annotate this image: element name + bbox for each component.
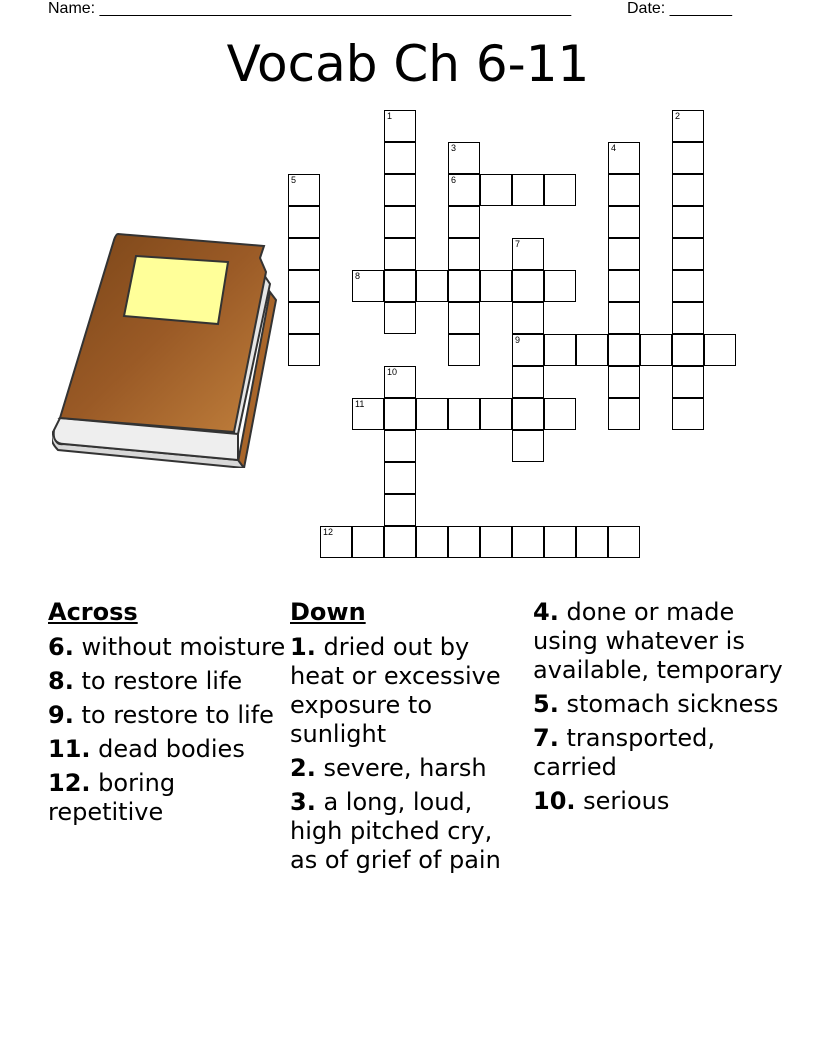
grid-cell[interactable]	[448, 302, 480, 334]
down-heading: Down	[290, 598, 366, 626]
grid-cell[interactable]	[448, 238, 480, 270]
grid-cell[interactable]	[608, 270, 640, 302]
clue-across-6: 6. without moisture	[48, 633, 286, 661]
clue-number: 11	[355, 399, 365, 409]
grid-cell[interactable]	[384, 398, 416, 430]
grid-cell[interactable]	[384, 494, 416, 526]
book-icon	[52, 232, 282, 468]
grid-cell[interactable]	[608, 142, 640, 174]
grid-cell[interactable]	[512, 302, 544, 334]
grid-cell[interactable]	[512, 526, 544, 558]
grid-cell[interactable]	[512, 430, 544, 462]
grid-cell[interactable]	[544, 270, 576, 302]
clue-down-3: 3. a long, loud, high pitched cry, as of grief of pain	[290, 788, 501, 874]
grid-cell[interactable]	[672, 110, 704, 142]
grid-cell[interactable]	[352, 526, 384, 558]
grid-cell[interactable]	[704, 334, 736, 366]
grid-cell[interactable]	[480, 270, 512, 302]
grid-cell[interactable]	[384, 526, 416, 558]
clue-down-4: 4. done or made using whatever is available, temporary	[533, 598, 783, 684]
grid-cell[interactable]	[416, 270, 448, 302]
grid-cell[interactable]	[544, 526, 576, 558]
grid-cell[interactable]	[384, 206, 416, 238]
clue-number: 6	[451, 175, 457, 185]
grid-cell[interactable]	[448, 270, 480, 302]
grid-cell[interactable]	[544, 334, 576, 366]
grid-cell[interactable]	[352, 398, 384, 430]
grid-cell[interactable]	[384, 238, 416, 270]
grid-cell[interactable]	[544, 174, 576, 206]
clue-number: 1	[387, 111, 393, 121]
grid-cell[interactable]	[384, 366, 416, 398]
grid-cell[interactable]	[480, 174, 512, 206]
across-heading: Across	[48, 598, 138, 626]
grid-cell[interactable]	[512, 398, 544, 430]
clue-across-9: 9. to restore to life	[48, 701, 274, 729]
grid-cell[interactable]	[672, 238, 704, 270]
grid-cell[interactable]	[512, 270, 544, 302]
clue-number: 8	[355, 271, 361, 281]
date-field: Date: _______	[627, 0, 732, 17]
grid-cell[interactable]	[576, 526, 608, 558]
clue-number: 3	[451, 143, 457, 153]
grid-cell[interactable]	[384, 142, 416, 174]
grid-cell[interactable]	[512, 334, 544, 366]
grid-cell[interactable]	[448, 206, 480, 238]
grid-cell[interactable]	[544, 398, 576, 430]
grid-cell[interactable]	[512, 366, 544, 398]
grid-cell[interactable]	[672, 334, 704, 366]
grid-cell[interactable]	[288, 174, 320, 206]
grid-cell[interactable]	[672, 398, 704, 430]
clue-number: 9	[515, 335, 521, 345]
page-title: Vocab Ch 6-11	[226, 35, 590, 93]
grid-cell[interactable]	[672, 302, 704, 334]
clue-across-8: 8. to restore life	[48, 667, 243, 695]
grid-cell[interactable]	[672, 270, 704, 302]
grid-cell[interactable]	[416, 398, 448, 430]
clue-number: 7	[515, 239, 521, 249]
clue-down-7: 7. transported, carried	[533, 724, 715, 781]
clue-number: 12	[323, 527, 334, 537]
grid-cell[interactable]	[608, 526, 640, 558]
clue-number: 10	[387, 367, 398, 377]
grid-cell[interactable]	[288, 238, 320, 270]
across-clues	[48, 598, 286, 832]
grid-cell[interactable]	[384, 174, 416, 206]
grid-cell[interactable]	[384, 462, 416, 494]
grid-cell[interactable]	[608, 238, 640, 270]
grid-cell[interactable]	[448, 334, 480, 366]
grid-cell[interactable]	[512, 174, 544, 206]
grid-cell[interactable]	[288, 334, 320, 366]
clue-across-12: 12. boring repetitive	[48, 769, 176, 826]
down-clues-continued	[533, 598, 793, 821]
clue-number: 5	[291, 175, 297, 185]
clue-number: 4	[611, 143, 617, 153]
down-clues	[290, 598, 526, 880]
grid-cell[interactable]	[384, 110, 416, 142]
grid-cell[interactable]	[608, 366, 640, 398]
grid-cell[interactable]	[480, 398, 512, 430]
grid-cell[interactable]	[352, 270, 384, 302]
name-field: Name: _____________________________________________________	[48, 0, 572, 17]
clue-number: 2	[675, 111, 681, 121]
grid-cell[interactable]	[448, 398, 480, 430]
grid-cell[interactable]	[384, 302, 416, 334]
grid-cell[interactable]	[288, 206, 320, 238]
grid-cell[interactable]	[608, 334, 640, 366]
grid-cell[interactable]	[576, 334, 608, 366]
grid-cell[interactable]	[288, 302, 320, 334]
grid-cell[interactable]	[512, 238, 544, 270]
grid-cell[interactable]	[448, 174, 480, 206]
grid-cell[interactable]	[672, 366, 704, 398]
grid-cell[interactable]	[608, 206, 640, 238]
grid-cell[interactable]	[448, 526, 480, 558]
clue-down-10: 10. serious	[533, 787, 670, 815]
grid-cell[interactable]	[672, 206, 704, 238]
clue-across-11: 11. dead bodies	[48, 735, 245, 763]
grid-cell[interactable]	[384, 430, 416, 462]
grid-cell[interactable]	[320, 526, 352, 558]
clue-down-2: 2. severe, harsh	[290, 754, 487, 782]
grid-cell[interactable]	[640, 334, 672, 366]
clue-down-1: 1. dried out by heat or excessive exposure to sunlight	[290, 633, 501, 748]
grid-cell[interactable]	[288, 270, 320, 302]
grid-cell[interactable]	[608, 174, 640, 206]
grid-cell[interactable]	[608, 398, 640, 430]
clue-down-5: 5. stomach sickness	[533, 690, 779, 718]
grid-cell[interactable]	[672, 174, 704, 206]
grid-cell[interactable]	[608, 302, 640, 334]
grid-cell[interactable]	[384, 270, 416, 302]
grid-cell[interactable]	[480, 526, 512, 558]
grid-cell[interactable]	[672, 142, 704, 174]
grid-cell[interactable]	[448, 142, 480, 174]
grid-cell[interactable]	[416, 526, 448, 558]
